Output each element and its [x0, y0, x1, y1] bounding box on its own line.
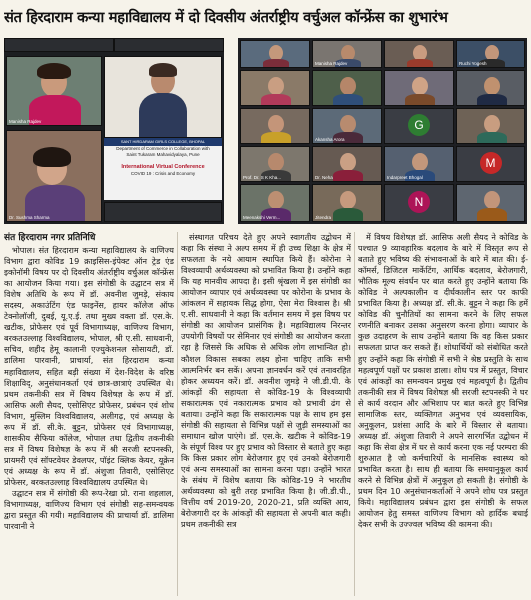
video-tile [240, 70, 310, 106]
article-paragraph: भोपाल। संत हिरदाराम कन्या महाविद्यालय के वाणिज्य विभाग द्वारा कोविड 19 क्राइसिस-इंपेक्ट ऑन ट्रेड एंड इकोनॉमी विषय पर दो दिवसीय अंतर्राष्ट्रीय वर्चुअल कॉन्फ्रेंस का आयोजन किया गया। इस संगोष्ठी के उद्घाटन सत्र में विशेष अतिथि के रूप में डॉ. अवनीश जुमड़े, संकाय सदस्य, अकाउंटिंग एंड फाइनेंस, हायर कॉलेज ऑफ टेक्नोलॉजी, दुबई, यू.ए.ई. तथा मुख्य वक्ता डॉ. एस.के. खटीक, प्रोफेसर एवं पूर्व विभागाध्यक्ष, वाणिज्य विभाग, बरकतउल्लाह विश्वविद्यालय, भोपाल, श्री ए.सी. साधवानी, सचिव, शहीद हेमू कालानी एज्युकेशनल सोसायटी, डॉ. डालिमा पारवानी, प्राचार्या, संत हिरदाराम कन्या महाविद्यालय, सहित बड़ी संख्या में देश-विदेश के वरिष्ठ शिक्षाविद्, अनुसंधानकर्ता एवं छात्र-छात्राएं उपस्थित थे। प्रथम तकनीकी सत्र में विषय विशेषज्ञ के रूप में डॉ. आसिफ अली सैयद, एसोसिएट प्रोफेसर, प्रबंधन एवं शोध विभाग, मुस्लिम विश्वविद्यालय, अलीगढ़, एवं अध्यक्ष के रूप में डॉ. सी.के. बुट्टन, प्रोफेसर एवं विभागाध्यक्ष, शासकीय सैफिया कॉलेज, भोपाल तथा द्वितीय तकनीकी सत्र में विषय विशेषज्ञ के रूप में श्री सरजी स्टपनस्की, प्रायमरी एवं सॉफ्टवेयर डेवलपर, पॉइंट क्लिक केयर, यूक्रेन एवं अध्यक्ष के रूप में डॉ. अंशुजा तिवारी, एसोसिएट प्रोफेसर, बरकतउल्लाह विश्वविद्यालय उपस्थित थे। [4, 245, 174, 487]
video-tile-initial [456, 146, 525, 182]
article-paragraph: उद्घाटन सत्र में संगोष्ठी की रूप-रेखा प्रो. राना शहलाल, विभागाध्यक्ष, वाणिज्य विभाग एवं संगोष्ठी सह-समन्वयक द्वारा प्रस्तुत की गयी। महाविद्यालय की प्राचार्या डॉ. डालिमा पारवानी ने [4, 488, 174, 532]
conference-photo-right [238, 38, 527, 224]
column-divider [177, 232, 178, 596]
video-tile [384, 146, 454, 182]
video-tile [240, 184, 310, 222]
video-tile [312, 70, 382, 106]
video-top-bar [4, 38, 114, 52]
participant-name: Akansha Arora [315, 137, 345, 142]
article-paragraph: में विषय विशेषज्ञ डॉ. आसिफ अली सैयद ने कोविड के पश्चात 9 व्यावहारिक बदलाव के बारे में विस्तृत रूप से बताते हुए भविष्य की संभावनाओं के बारे में बात की। ई-कॉमर्स, डिजिटल मार्केटिंग, आर्थिक बदलाव, बेरोजगारी, भौतिक मूल्य संवर्धन पर बात करते हुए उन्होंने बताया कि कोविड ने अल्पकालीन व दीर्घकालीन स्तर पर काफी प्रभावित किया है। अध्यक्ष डॉ. सी.के. बुट्टन ने कहा कि हमें कोविड की चुनौतियों का सामना करने के लिए सफल रणनीति बनाकर उसका अनुसरण करना होगा। व्यापार के कुछ उदाहरण के साथ उन्होंने बताया कि वह किस प्रकार सफलता प्राप्त कर सकते हैं। शोधार्थियों को संबोधित करते हुए उन्होंने कहा कि संगोष्ठी में सभी ने श्रेष्ठ प्रस्तुति के साथ महत्वपूर्ण पक्षों पर प्रकाश डाला। शोध पत्र में प्रस्तुत, विचार एवं आंकड़ों का समन्वयन प्रमुख एवं महत्वपूर्ण है। द्वितीय तकनीकी सत्र में विषय विशेषज्ञ श्री सरजी स्टपनस्की ने घर से कार्य वरदान और अभिशाप पर बात करते हुए विभिन्न सामाजिक स्तर, व्यक्तिगत अनुभव एवं व्यवसायिक, अनुकूलन, प्रशंसा आदि के बारे में विस्तार से बताया। अध्यक्ष डॉ. अंशुजा तिवारी ने अपने सारगर्भित उद्बोधन में कहा कि सेवा क्षेत्र में घर से कार्य करना एक नई परम्परा की शुरुआत है जो कर्मचारियों के मानसिक स्वास्थ्य को प्रभावित करता है। साथ ही बताया कि समयानुकूल कार्य करने से विभिन्न क्षेत्रों में अनुकूल हो सकती है। संगोष्ठी के प्रथम दिन 10 अनुसंधानकर्ताओं ने अपने शोध पत्र प्रस्तुत किये। महाविद्यालय प्रबंधन द्वारा इस संगोष्ठी के सफल आयोजन हेतु समस्त वाणिज्य विभाग को हार्दिक बधाई देकर सभी के उज्ज्वल भविष्य की कामना की। [358, 232, 528, 530]
video-bottom-bar [104, 202, 222, 222]
participant-name: Meenakshi Verm... [243, 215, 281, 220]
column-divider [354, 232, 355, 596]
slide-title: International Virtual Conference [121, 164, 205, 170]
headline: संत हिरदाराम कन्या महाविद्यालय में दो दिवसीय अंतर्राष्ट्रीय वर्चुअल कॉन्फ्रेंस का शुभारंभ [4, 9, 448, 26]
video-tile [384, 40, 454, 68]
presentation-slide [104, 138, 222, 200]
video-tile [312, 108, 382, 144]
article-paragraph: संस्थागत परिचय देते हुए अपने स्वागतीय उद्बोधन में कहा कि संस्था ने अल्प समय में ही उच्च शिक्षा के क्षेत्र में सफलता के नये आयाम स्थापित किये हैं। कोरोना ने विश्वव्यापी अर्थव्यवस्था को प्रभावित किया है। उन्होंने कहा कि यह मानवीय आपदा है। इसी श्रृंखला में इस संगोष्ठी का आयोजन व्यापार एवं अर्थव्यवस्था पर कोरोना के प्रभाव के आंकलन में सहायक सिद्ध होगा, ऐसा मेरा विश्वास है। श्री ए.सी. साधवानी ने कहा कि वर्तमान समय में इस विषय पर संगोष्ठी का आयोजन प्रासंगिक है। महाविद्यालय निरन्तर उपयोगी विषयों पर सेमिनार एवं संगोष्ठी का आयोजन करता रहा है जिससे कि अधिक से अधिक लोग लाभान्वित हो। कौशल विकास सबका लक्ष्य होना चाहिए ताकि सभी आत्मनिर्भर बन सकें। अपना ज्ञानवर्धन करें एवं तनावरहित होकर अध्ययन करें। डॉ. अवनीश जुमड़े ने जी.डी.पी. के आंकड़ों की सहायता से कोविड-19 के विश्वव्यापी सकारात्मक एवं नकारात्मक प्रभाव को प्रभावी ढंग से बताया। उन्होंने कहा कि सकारात्मक पक्ष के साथ हम इस संगोष्ठी की सहायता से विभिन्न पक्षों से जुड़ी समस्याओं का समाधान खोज पाएंगे। डॉ. एस.के. खटीक ने कोविड-19 के संपूर्ण विश्व पर हुए प्रभाव को विस्तार से बताते हुए कहा कि किस प्रकार लोग बेरोजगार हुए एवं उनको बेरोजगारी एवं अन्य समस्याओं का सामना करना पड़ा। उन्होंने भारत के संबंध में विशेष बताया कि कोविड-19 ने भारतीय अर्थव्यवस्था को बुरी तरह प्रभावित किया है। जी.डी.पी., वित्तीय वर्ष 2019-20, 2020-21, प्रति व्यक्ति आय, बेरोजगारी दर के आंकड़ों की सहायता से अपनी बात कही। प्रथम तकनीकी सत्र [181, 232, 351, 530]
video-tile-participant [6, 130, 102, 222]
video-tile [240, 108, 310, 144]
video-tile-participant [104, 56, 222, 138]
avatar-initial: G [408, 114, 430, 136]
participant-name: Manisha Rajdev [315, 61, 348, 66]
video-tile [456, 184, 525, 222]
avatar-initial: N [408, 191, 430, 213]
video-tile [312, 184, 382, 222]
conference-photo-left [4, 38, 224, 224]
video-tile [312, 40, 382, 68]
video-tile [240, 146, 310, 182]
video-tile [456, 40, 525, 68]
article-column-1 [4, 232, 174, 598]
slide-line: Department of Commerce in Collaboration with [116, 146, 210, 151]
video-tile [384, 70, 454, 106]
participant-name: Dr. Neha [315, 175, 333, 180]
participant-name: Ruchi Yogesh [459, 61, 487, 66]
video-top-bar [114, 38, 224, 52]
byline: संत हिरदाराम नगर प्रतिनिधि [4, 233, 96, 243]
video-tile-initial [384, 184, 454, 222]
participant-name: Manisha Rajdev [9, 119, 42, 124]
slide-subtitle: COVID 19 : Crisis and Economy [130, 171, 196, 176]
video-tile-initial [384, 108, 454, 144]
slide-line: Saint Tukaram Mahavidyalaya, Pune [126, 152, 200, 157]
article-column-2 [181, 232, 351, 598]
video-tile [456, 108, 525, 144]
video-tile-speaker [6, 56, 102, 126]
participant-name: Indarpreet Bhogal [387, 175, 423, 180]
video-tile [312, 146, 382, 182]
photo-strip [4, 38, 527, 224]
participant-name: Dr. Sushma Sharma [9, 215, 50, 220]
avatar-initial: M [480, 152, 502, 174]
video-tile [240, 40, 310, 68]
video-tile [456, 70, 525, 106]
slide-header: SANT HIRDARAM GIRLS COLLEGE, BHOPAL [104, 138, 222, 146]
participant-name: Jitendra [315, 215, 332, 220]
participant-name: Prof. Dr. S K Kha... [243, 175, 282, 180]
article-column-3 [358, 232, 528, 598]
